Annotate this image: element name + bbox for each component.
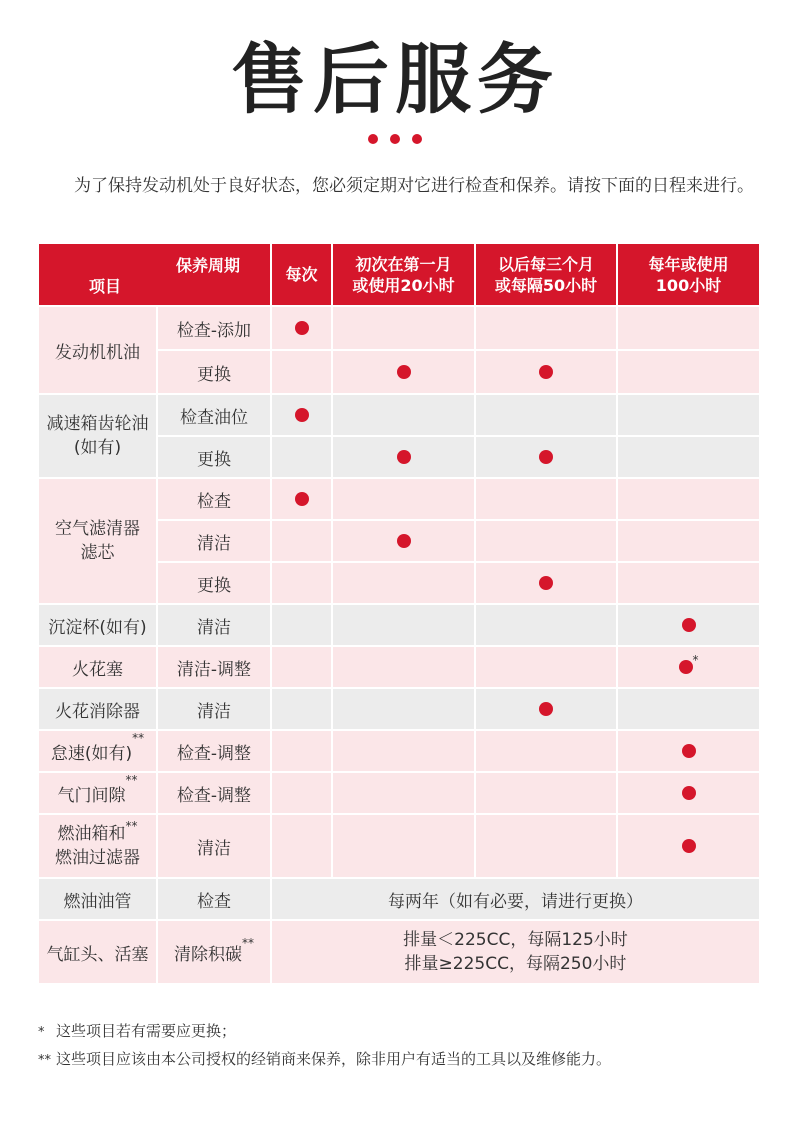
header-every-time: 每次 [271, 243, 332, 306]
title-dots-decoration [0, 134, 790, 144]
table-row [38, 646, 760, 688]
schedule-dot [295, 321, 309, 335]
schedule-dot [539, 450, 553, 464]
footnote-mark: * [692, 653, 699, 667]
item-fuel-tank-filter: 燃油箱和** 燃油过滤器 [38, 814, 157, 878]
table-row [38, 878, 760, 920]
maintenance-schedule-table [37, 242, 761, 985]
item-air-filter: 空气滤清器 滤芯 [38, 478, 157, 604]
schedule-dot [682, 744, 696, 758]
item-gear-oil: 减速箱齿轮油 (如有) [38, 394, 157, 478]
footnotes [38, 1018, 611, 1074]
header-first-month: 初次在第一月 或使用20小时 [332, 243, 475, 306]
header-every-three-months: 以后每三个月 或每隔50小时 [475, 243, 617, 306]
schedule-dot [682, 786, 696, 800]
header-period-label: 保养周期 [175, 256, 240, 275]
action-clean: 清洁 [157, 688, 271, 730]
action-check-level: 检查油位 [157, 394, 271, 436]
schedule-dot [539, 365, 553, 379]
schedule-dot [539, 702, 553, 716]
action-clean-adjust: 清洁-调整 [157, 646, 271, 688]
item-engine-oil: 发动机机油 [38, 306, 157, 394]
fuel-pipe-interval: 每两年（如有必要，请进行更换） [271, 878, 760, 920]
table-row [38, 920, 760, 984]
item-idle: 怠速(如有)** [38, 730, 157, 772]
header-item-label: 项目 [89, 277, 122, 296]
table-row [38, 814, 760, 878]
action-check: 检查 [157, 478, 271, 520]
footnote-1: * 这些项目若有需要应更换； [38, 1022, 237, 1040]
item-sediment-cup: 沉淀杯(如有) [38, 604, 157, 646]
item-spark-plug: 火花塞 [38, 646, 157, 688]
action-clean: 清洁 [157, 814, 271, 878]
action-decarbon: 清除积碳** [157, 920, 271, 984]
action-clean: 清洁 [157, 520, 271, 562]
schedule-dot [295, 492, 309, 506]
schedule-dot [397, 450, 411, 464]
intro-paragraph: 为了保持发动机处于良好状态，您必须定期对它进行检查和保养。请按下面的日程来进行。 [74, 176, 754, 196]
table-row [38, 688, 760, 730]
action-check-add: 检查-添加 [157, 306, 271, 350]
footnote-2: ** 这些项目应该由本公司授权的经销商来保养，除非用户有适当的工具以及维修能力。 [38, 1050, 612, 1068]
table-row [38, 306, 760, 350]
table-row [38, 772, 760, 814]
table-row [38, 730, 760, 772]
item-fuel-pipe: 燃油油管 [38, 878, 157, 920]
item-spark-arrester: 火花消除器 [38, 688, 157, 730]
action-check: 检查 [157, 878, 271, 920]
action-replace: 更换 [157, 562, 271, 604]
schedule-dot [539, 576, 553, 590]
cylinder-interval: 排量＜225CC，每隔125小时 排量≥225CC，每隔250小时 [271, 920, 760, 984]
action-check-adjust: 检查-调整 [157, 772, 271, 814]
page-title: 售后服务 [231, 35, 559, 124]
action-clean: 清洁 [157, 604, 271, 646]
schedule-dot [679, 660, 693, 674]
table-row [38, 478, 760, 520]
table-row [38, 604, 760, 646]
action-check-adjust: 检查-调整 [157, 730, 271, 772]
header-yearly: 每年或使用 100小时 [617, 243, 760, 306]
table-row [38, 394, 760, 436]
schedule-dot [682, 839, 696, 853]
schedule-dot [397, 534, 411, 548]
schedule-dot [295, 408, 309, 422]
action-replace: 更换 [157, 350, 271, 394]
header-corner [38, 243, 271, 306]
schedule-dot [682, 618, 696, 632]
schedule-dot [397, 365, 411, 379]
item-valve-clearance: 气门间隙** [38, 772, 157, 814]
item-cylinder-head: 气缸头、活塞 [38, 920, 157, 984]
action-replace: 更换 [157, 436, 271, 478]
table-header-row [38, 243, 760, 306]
